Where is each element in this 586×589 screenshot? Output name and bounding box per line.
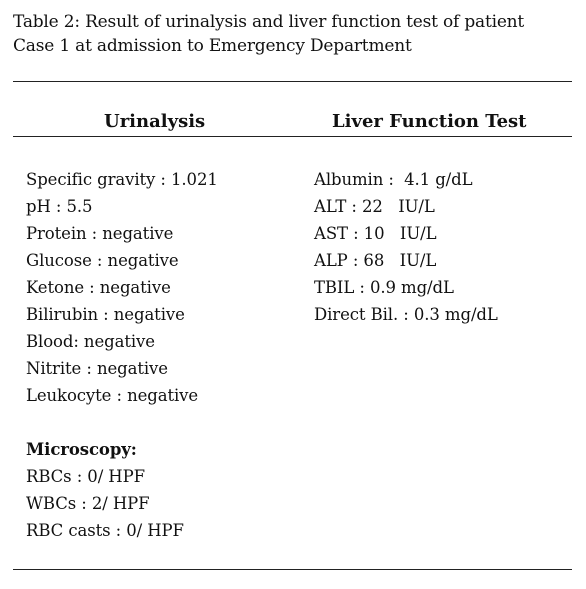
urinalysis-item: Ketone : negative [26,278,171,297]
urinalysis-item: pH : 5.5 [26,197,93,216]
urinalysis-item: Specific gravity : 1.021 [26,170,218,189]
urinalysis-item: Protein : negative [26,224,174,243]
table-caption [13,10,583,58]
microscopy-item: WBCs : 2/ HPF [26,494,150,513]
urinalysis-item: Bilirubin : negative [26,305,185,324]
caption-line-1: Table 2: Result of urinalysis and liver function test of patient [13,12,525,32]
liver-function-item: AST : 10 IU/L [314,224,437,243]
urinalysis-item: Glucose : negative [26,251,179,270]
microscopy-heading: Microscopy: [26,440,137,459]
liver-function-item: Direct Bil. : 0.3 mg/dL [314,305,498,324]
liver-function-column [314,166,574,328]
liver-function-header: Liver Function Test [332,111,527,132]
header-rule [13,136,572,137]
spacer [26,409,296,436]
liver-function-item: ALP : 68 IU/L [314,251,437,270]
liver-function-item: Albumin : 4.1 g/dL [314,170,473,189]
table-bottom-rule [13,569,572,570]
urinalysis-item: Nitrite : negative [26,359,168,378]
caption-line-2: Case 1 at admission to Emergency Department [13,36,412,56]
liver-function-item: TBIL : 0.9 mg/dL [314,278,454,297]
urinalysis-item: Blood: negative [26,332,155,351]
urinalysis-column [26,166,296,544]
microscopy-item: RBCs : 0/ HPF [26,467,145,486]
table-top-rule [13,81,572,82]
liver-function-item: ALT : 22 IU/L [314,197,435,216]
urinalysis-header: Urinalysis [104,111,206,132]
urinalysis-item: Leukocyte : negative [26,386,199,405]
microscopy-item: RBC casts : 0/ HPF [26,521,184,540]
